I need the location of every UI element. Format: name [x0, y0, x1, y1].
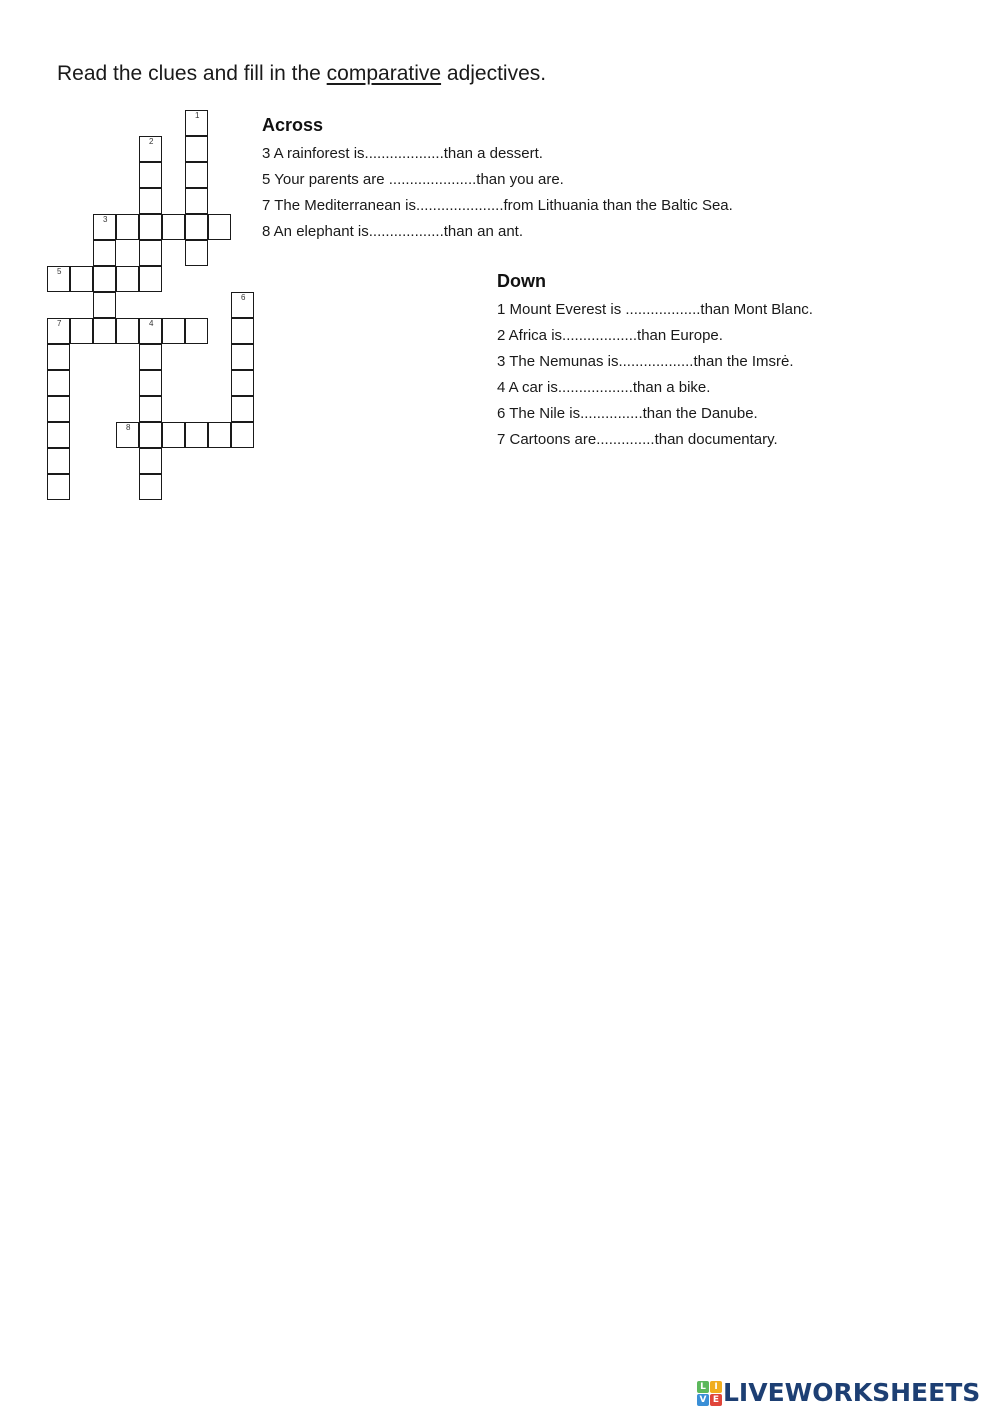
crossword-cell[interactable]: [116, 266, 139, 292]
crossword-cell[interactable]: [70, 318, 93, 344]
clue-number: 5: [57, 267, 62, 276]
clue-number: 6: [241, 293, 246, 302]
crossword-cell[interactable]: [139, 318, 162, 344]
crossword-grid: [0, 0, 300, 520]
live-logo-icon: [697, 1381, 721, 1405]
down-clue-3: 3 The Nemunas is..................than the Imsrė.: [497, 353, 794, 370]
across-clue-3: 3 A rainforest is...................than a dessert.: [262, 145, 543, 162]
crossword-cell[interactable]: [185, 162, 208, 188]
crossword-cell[interactable]: [139, 344, 162, 370]
crossword-cell[interactable]: [139, 370, 162, 396]
crossword-cell[interactable]: [162, 214, 185, 240]
down-clue-6: 6 The Nile is...............than the Danube.: [497, 405, 758, 422]
title-text-before: Read the clues and fill in the: [57, 62, 327, 85]
logo-letter-i: I: [710, 1381, 722, 1393]
crossword-cell[interactable]: [139, 214, 162, 240]
down-clue-7: 7 Cartoons are..............than documentary.: [497, 431, 778, 448]
crossword-cell[interactable]: [47, 396, 70, 422]
logo-letter-l: L: [697, 1381, 709, 1393]
crossword-cell[interactable]: [185, 110, 208, 136]
crossword-cell[interactable]: [231, 396, 254, 422]
down-clue-4: 4 A car is..................than a bike.: [497, 379, 711, 396]
logo-letter-v: V: [697, 1394, 709, 1406]
crossword-cell[interactable]: [139, 396, 162, 422]
crossword-cell[interactable]: [47, 422, 70, 448]
crossword-cell[interactable]: [208, 214, 231, 240]
down-clue-2: 2 Africa is..................than Europe.: [497, 327, 723, 344]
logo-wordmark: LIVEWORKSHEETS: [723, 1378, 981, 1407]
title-underlined-word: comparative: [326, 62, 442, 85]
crossword-cell[interactable]: [116, 214, 139, 240]
title-text-after: adjectives.: [441, 62, 547, 85]
crossword-cell[interactable]: [47, 448, 70, 474]
crossword-cell[interactable]: [139, 474, 162, 500]
down-heading: Down: [497, 271, 546, 291]
crossword-cell[interactable]: [139, 162, 162, 188]
crossword-cell[interactable]: [139, 422, 162, 448]
clue-number: 8: [126, 423, 131, 432]
crossword-cell[interactable]: [185, 188, 208, 214]
crossword-cell[interactable]: [93, 214, 116, 240]
crossword-cell[interactable]: [70, 266, 93, 292]
crossword-cell[interactable]: [139, 266, 162, 292]
crossword-cell[interactable]: [93, 318, 116, 344]
crossword-cell[interactable]: [139, 448, 162, 474]
logo-letter-e: E: [710, 1394, 722, 1406]
crossword-cell[interactable]: [139, 240, 162, 266]
crossword-cell[interactable]: [47, 266, 70, 292]
crossword-cell[interactable]: [185, 422, 208, 448]
crossword-cell[interactable]: [231, 344, 254, 370]
clue-number: 7: [57, 319, 62, 328]
crossword-cell[interactable]: [162, 318, 185, 344]
crossword-cell[interactable]: [47, 474, 70, 500]
across-clue-8: 8 An elephant is..................than an ant.: [262, 223, 523, 240]
crossword-cell[interactable]: [185, 136, 208, 162]
crossword-cell[interactable]: [231, 422, 254, 448]
crossword-cell[interactable]: [231, 292, 254, 318]
clue-number: 2: [149, 137, 154, 146]
crossword-cell[interactable]: [139, 136, 162, 162]
crossword-cell[interactable]: [116, 318, 139, 344]
crossword-cell[interactable]: [231, 370, 254, 396]
liveworksheets-logo: [697, 1379, 980, 1407]
crossword-cell[interactable]: [185, 214, 208, 240]
clue-number: 1: [195, 111, 200, 120]
crossword-cell[interactable]: [185, 318, 208, 344]
crossword-cell[interactable]: [139, 188, 162, 214]
crossword-cell[interactable]: [231, 318, 254, 344]
clue-number: 3: [103, 215, 108, 224]
crossword-cell[interactable]: [162, 422, 185, 448]
crossword-cell[interactable]: [208, 422, 231, 448]
crossword-cell[interactable]: [47, 318, 70, 344]
across-heading: Across: [262, 115, 324, 135]
crossword-cell[interactable]: [93, 240, 116, 266]
across-clue-5: 5 Your parents are .....................than you are.: [262, 171, 564, 188]
crossword-cell[interactable]: [93, 266, 116, 292]
crossword-cell[interactable]: [116, 422, 139, 448]
across-clue-7: 7 The Mediterranean is.....................from Lithuania than the Baltic Sea.: [262, 197, 733, 214]
crossword-cell[interactable]: [47, 370, 70, 396]
clue-number: 4: [149, 319, 154, 328]
crossword-cell[interactable]: [185, 240, 208, 266]
down-clue-1: 1 Mount Everest is ..................than Mont Blanc.: [497, 301, 813, 318]
crossword-cell[interactable]: [47, 344, 70, 370]
crossword-cell[interactable]: [93, 292, 116, 318]
